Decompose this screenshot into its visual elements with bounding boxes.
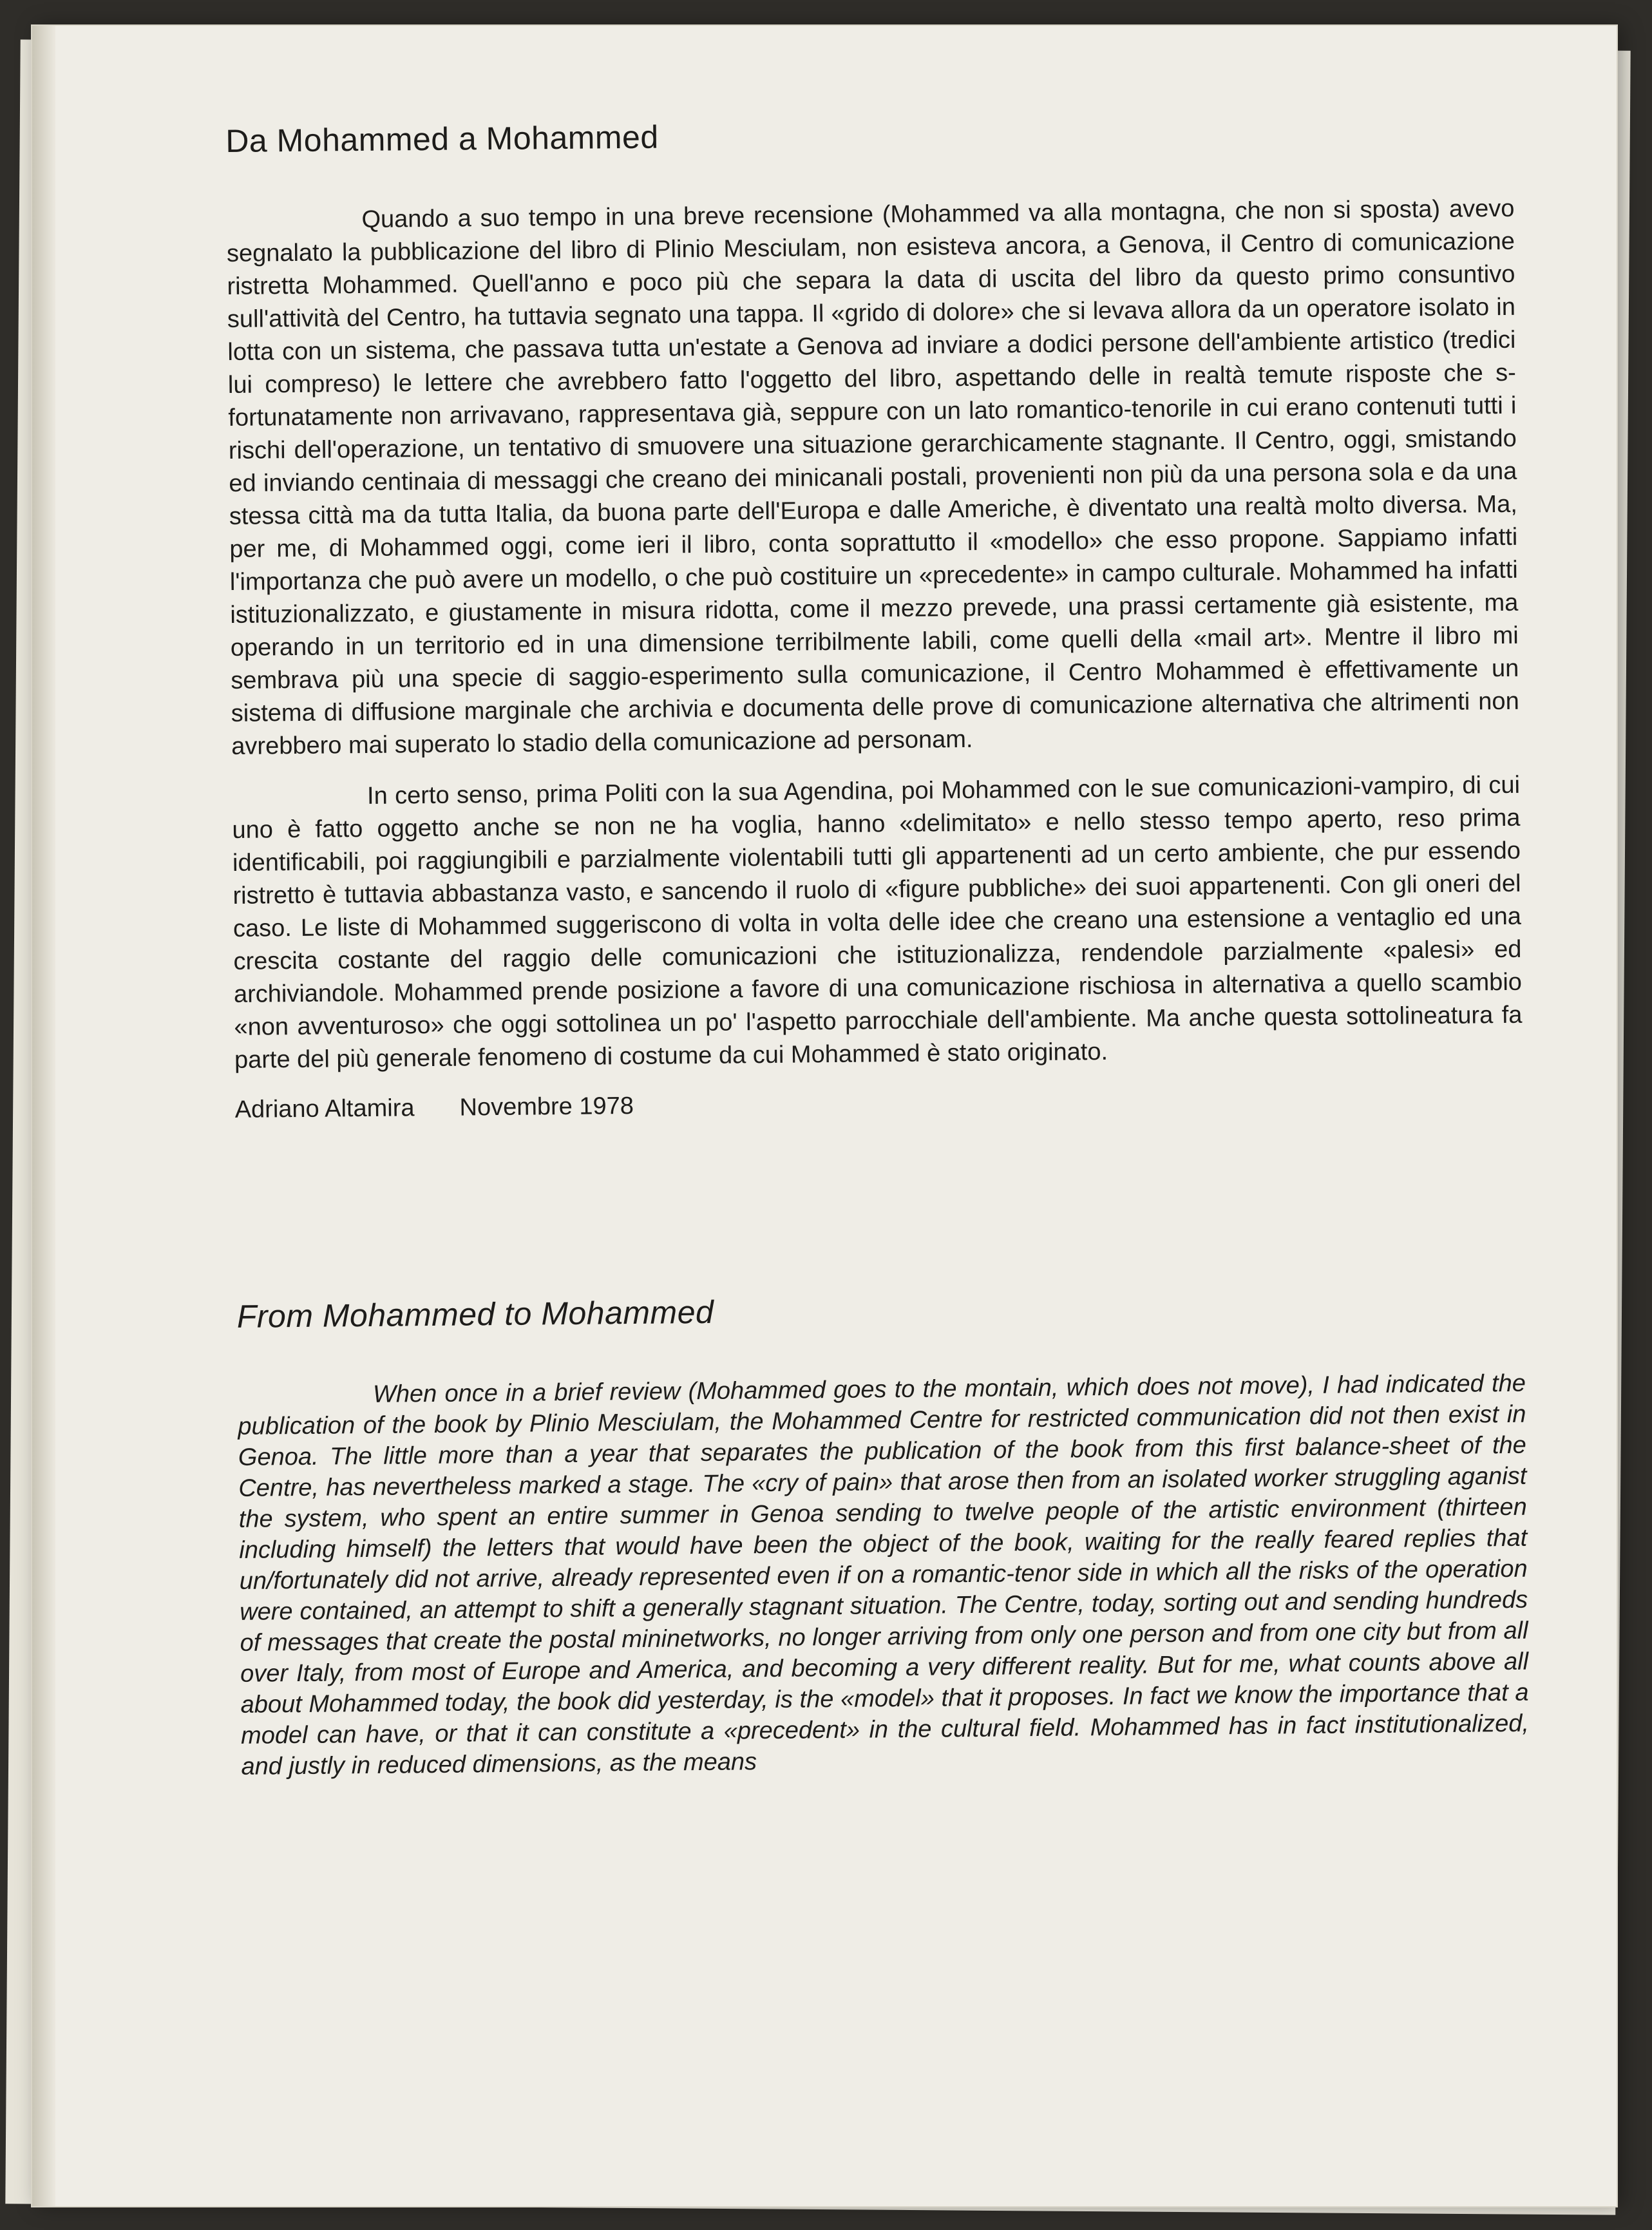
article-date: Novembre 1978: [459, 1092, 634, 1121]
english-title: From Mohammed to Mohammed: [236, 1293, 714, 1335]
author-name: Adriano Altamira: [234, 1094, 415, 1123]
english-paragraph-1: When once in a brief review (Mohammed goes to the montain, which does not move), I had indicated the publication of the book by Plinio Mesciulam, the Mohammed Centre for restricted communication did not then exist in Genoa. The little more than a year that separates the publication of the book from this first balance-sheet of the Centre, has nevertheless marked a stage. The «cry of pain» that arose then from an isolated worker struggling aganist the system, who spent an entire summer in Genoa sending to twelve people of the artistic environment (thirteen including himself) the letters that would have been the object of the book, waiting for the really feared replies that un/fortunately did not arrive, already represented even if on a romantic-tenor side in which all the risks of the operation were contained, an attempt to shift a generally stagnant situation. The Centre, today, sorting out and sending hundreds of messages that create the postal mininetworks, no longer arriving from only one person and from one city but from all over Italy, from most of Europe and America, and becoming a very different reality. But for me, what counts above all about Mohammed today, the book did yesterday, is the «model» that it proposes. In fact we know the importance that a model can have, or that it can constitute a «precedent» in the cultural field. Mohammed has in fact institutionalized, and justly in reduced dimensions, as the means: [238, 1369, 1530, 1780]
section-spacer: [235, 1112, 1524, 1298]
italian-section: [225, 110, 1523, 1124]
page-content: [225, 110, 1530, 1800]
italian-paragraph-2: In certo senso, prima Politi con la sua Agendina, poi Mohammed con le sue comunicazioni-vampiro, di cui uno è fatto oggetto anche se non ne ha voglia, hanno «delimitato» e nello stesso tempo aperto, reso prima identificabili, poi raggiungibili e parzialmente violentabili tutti gli appartenenti ad un certo ambiente, che pur essendo ristretto è tuttavia abbastanza vasto, e sancendo il ruolo di «figure pubbliche» dei suoi appartenenti. Con gli oneri del caso. Le liste di Mohammed suggeriscono di volta in volta delle idee che creano una estensione a ventaglio ed una crescita costante del raggio delle comunicazioni che istituzionalizza, rendendole parzialmente «palesi» ed archiviandole. Mohammed prende posizione a favore di una comunicazione rischiosa in alternativa a quello scambio «non avventuroso» che oggi sottolinea un po' l'aspetto parrocchiale dell'ambiente. Ma anche questa sottolineatura fa parte del più generale fenomeno di costume da cui Mohammed è stato originato.: [232, 771, 1523, 1074]
italian-paragraph-1: Quando a suo tempo in una breve recensione (Mohammed va alla montagna, che non si sposta) avevo segnalato la pubblicazione del libro di Plinio Mesciulam, non esisteva ancora, a Genova, il Centro di comunicazione ristretta Mohammed. Quell'anno e poco più che separa la data di uscita del libro da questo primo consuntivo sull'attività del Centro, ha tuttavia segnato una tappa. Il «grido di dolore» che si levava allora da un operatore isolato in lotta con un sistema, che passava tutta un'estate a Genova ad inviare a dodici persone dell'ambiente artistico (tredici lui compreso) le lettere che avrebbero fatto l'oggetto del libro, aspettando delle in realtà temute risposte che s-fortunatamente non arrivavano, rappresentava già, seppure con un lato romantico-tenorile in cui erano contenuti tutti i rischi dell'operazione, un tentativo di smuovere una situazione gerarchicamente stagnante. Il Centro, oggi, smistando ed inviando centinaia di messaggi che creano dei minicanali postali, provenienti non più da una persona sola e da una stessa città ma da tutta Italia, da buona parte dell'Europa e dalle Americhe, è diventato una realtà molto diversa. Ma, per me, di Mohammed oggi, come ieri il libro, conta soprattutto il «modello» che esso propone. Sappiamo infatti l'importanza che può avere un modello, o che può costituire un «precedente» in campo culturale. Mohammed ha infatti istituzionalizzato, e giustamente in misura ridotta, come il mezzo prevede, una prassi certamente già esistente, ma operando in un territorio ed in una dimensione terribilmente labili, come quelli della «mail art». Mentre il libro mi sembrava più una specie di saggio-esperimento sulla comunicazione, il Centro Mohammed è effettivamente un sistema di diffusione marginale che archivia e documenta delle prove di comunicazione alternativa che altrimenti non avrebbero mai superato lo stadio della comunicazione ad personam.: [226, 195, 1519, 760]
page-edge: [32, 26, 55, 2206]
italian-title: Da Mohammed a Mohammed: [225, 119, 659, 159]
book-page: [32, 26, 1617, 2206]
english-section: [237, 1286, 1530, 1782]
